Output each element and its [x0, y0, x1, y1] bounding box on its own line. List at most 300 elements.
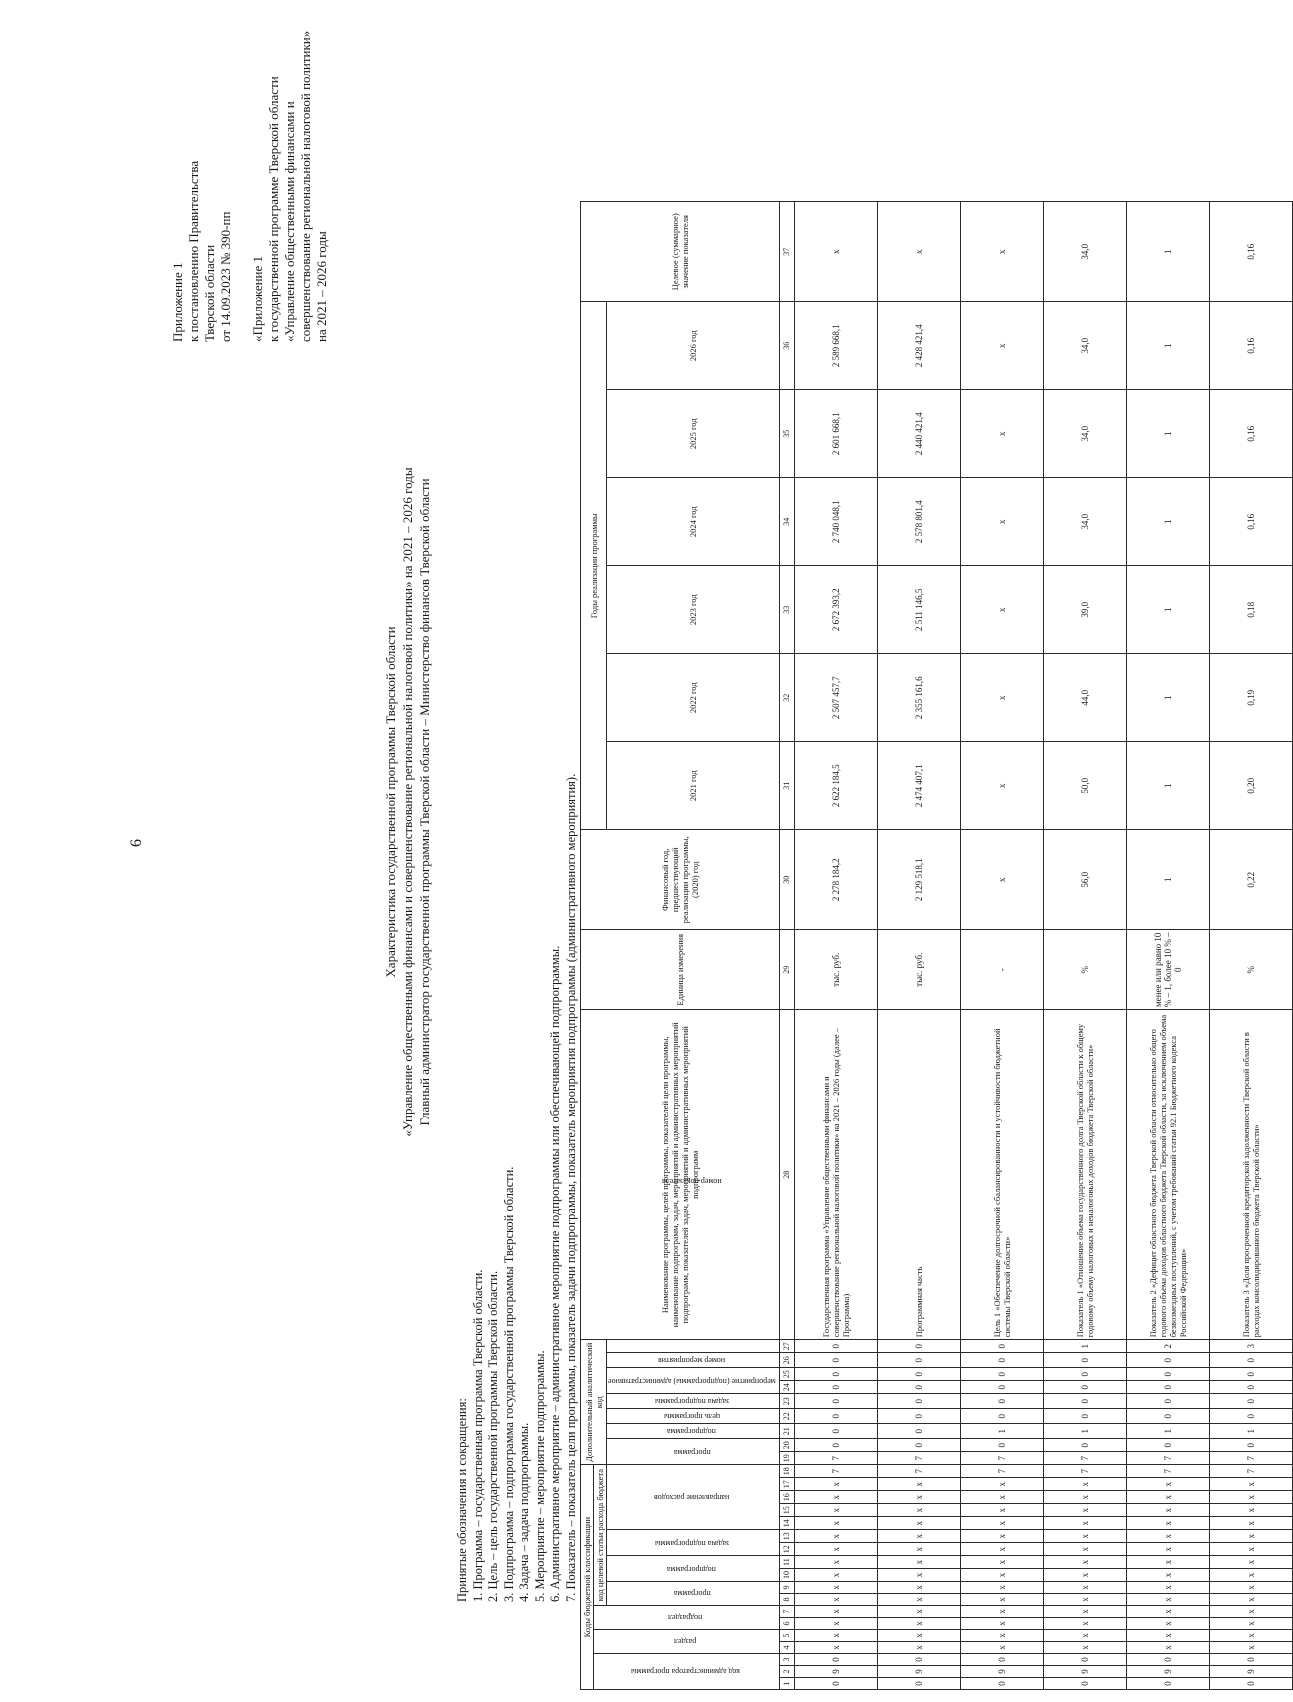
- column-number: 22: [779, 1409, 794, 1424]
- table-row: [1126, 202, 1209, 1690]
- row-year-value: 0,19: [1209, 654, 1292, 742]
- code-cell: 0: [794, 1439, 877, 1452]
- row-base-value: 2 129 518,1: [877, 830, 960, 930]
- row-year-value: 1: [1126, 302, 1209, 390]
- header-subsection: подраздел: [594, 1606, 780, 1630]
- code-cell: 0: [1043, 1368, 1126, 1381]
- row-year-value: 50,0: [1043, 742, 1126, 830]
- header-year-2023: 2023 год: [607, 566, 780, 654]
- header-target: Целевое (суммарное) значение показателя: [581, 202, 780, 302]
- row-year-value: 0,16: [1209, 390, 1292, 478]
- row-year-value: 2 740 048,1: [794, 478, 877, 566]
- code-cell: х: [877, 1543, 960, 1556]
- header-analytic-code: Дополнительный аналитический код: [581, 1340, 607, 1465]
- header-year-2021: 2021 год: [607, 742, 780, 830]
- title-line-3: Главный администратор государственной программы Тверской области – Министерство финансов Тверской области: [417, 478, 432, 1126]
- row-name: Цель 1 «Обеспечение долгосрочной сбалансированности и устойчивости бюджетной системы Тверской области»: [960, 1010, 1043, 1340]
- code-cell: х: [1126, 1630, 1209, 1642]
- appendix-line: от 14.09.2023 № 390-пп: [218, 211, 233, 342]
- code-cell: 0: [1209, 1394, 1292, 1409]
- code-cell: х: [1043, 1556, 1126, 1569]
- appendix-line: Приложение 1: [170, 262, 185, 342]
- header-an-task: задача подпрограммы: [607, 1394, 780, 1409]
- code-cell: 0: [877, 1381, 960, 1394]
- column-number: 25: [779, 1368, 794, 1381]
- code-cell: х: [877, 1517, 960, 1530]
- code-cell: 0: [1043, 1678, 1126, 1690]
- row-year-value: 2 474 407,1: [877, 742, 960, 830]
- code-cell: 1: [1043, 1424, 1126, 1439]
- title-line-1: Характеристика государственной программы Тверской области: [383, 626, 398, 978]
- header-an-program: программа: [607, 1439, 780, 1465]
- row-year-value: 39,0: [1043, 566, 1126, 654]
- legend-item: 7. Показатель – показатель цели программы, показатель задачи подпрограммы, показатель мероприятия подпрограммы (административного мероприятия).: [563, 773, 578, 1602]
- appendix-line: [234, 22, 250, 342]
- code-cell: х: [1126, 1618, 1209, 1630]
- code-cell: х: [794, 1543, 877, 1556]
- column-number: 29: [779, 930, 794, 1010]
- legend-item: 3. Подпрограмма – подпрограмма государственной программы Тверской области.: [501, 1166, 516, 1602]
- code-cell: 1: [1126, 1424, 1209, 1439]
- code-cell: 9: [1043, 1666, 1126, 1678]
- code-cell: 7: [877, 1465, 960, 1478]
- code-cell: х: [1209, 1556, 1292, 1569]
- code-cell: х: [1043, 1642, 1126, 1654]
- code-cell: х: [1043, 1618, 1126, 1630]
- code-cell: х: [1043, 1594, 1126, 1606]
- row-year-value: х: [960, 566, 1043, 654]
- code-cell: х: [1126, 1556, 1209, 1569]
- code-cell: х: [794, 1491, 877, 1504]
- code-cell: 0: [794, 1394, 877, 1409]
- code-cell: 0: [960, 1409, 1043, 1424]
- code-cell: х: [1209, 1594, 1292, 1606]
- header-subprogram: подпрограмма: [607, 1556, 780, 1582]
- column-number: 37: [779, 202, 794, 302]
- code-cell: 0: [1043, 1394, 1126, 1409]
- code-cell: 0: [877, 1340, 960, 1353]
- row-year-value: 44,0: [1043, 654, 1126, 742]
- column-number: 31: [779, 742, 794, 830]
- code-cell: х: [960, 1491, 1043, 1504]
- code-cell: х: [1043, 1569, 1126, 1582]
- code-cell: х: [1043, 1606, 1126, 1618]
- program-characteristics-table: [580, 201, 1293, 1690]
- appendix-block: [170, 22, 330, 342]
- column-number: 15: [779, 1504, 794, 1517]
- code-cell: 9: [1126, 1666, 1209, 1678]
- column-number: 16: [779, 1491, 794, 1504]
- row-year-value: 2 578 801,4: [877, 478, 960, 566]
- code-cell: х: [794, 1630, 877, 1642]
- code-cell: 1: [960, 1424, 1043, 1439]
- code-cell: х: [1126, 1594, 1209, 1606]
- row-unit: %: [1209, 930, 1292, 1010]
- code-cell: х: [877, 1630, 960, 1642]
- code-cell: х: [877, 1491, 960, 1504]
- code-cell: 3: [1209, 1340, 1292, 1353]
- header-an-measure: мероприятие (подпрограммы) административное: [607, 1368, 780, 1394]
- code-cell: х: [960, 1582, 1043, 1594]
- column-number: 32: [779, 654, 794, 742]
- header-year-2025: 2025 год: [607, 390, 780, 478]
- code-cell: 0: [1209, 1409, 1292, 1424]
- code-cell: 0: [877, 1394, 960, 1409]
- code-cell: х: [960, 1594, 1043, 1606]
- row-year-value: 0,16: [1209, 478, 1292, 566]
- code-cell: х: [1126, 1606, 1209, 1618]
- column-number: 4: [779, 1642, 794, 1654]
- appendix-line: Тверской области: [202, 244, 217, 342]
- code-cell: 0: [1209, 1654, 1292, 1666]
- row-year-value: 0,18: [1209, 566, 1292, 654]
- row-year-value: 34,0: [1043, 302, 1126, 390]
- code-cell: 9: [1209, 1666, 1292, 1678]
- header-an-measure-no: номер мероприятия: [607, 1353, 780, 1368]
- code-cell: х: [794, 1606, 877, 1618]
- code-cell: х: [1043, 1504, 1126, 1517]
- code-cell: х: [1209, 1491, 1292, 1504]
- code-cell: х: [960, 1642, 1043, 1654]
- code-cell: 0: [1126, 1654, 1209, 1666]
- code-cell: х: [1043, 1530, 1126, 1543]
- column-number: 5: [779, 1630, 794, 1642]
- column-number: 33: [779, 566, 794, 654]
- code-cell: х: [960, 1630, 1043, 1642]
- row-year-value: х: [960, 390, 1043, 478]
- row-year-value: х: [960, 654, 1043, 742]
- column-number: 17: [779, 1478, 794, 1491]
- code-cell: х: [794, 1504, 877, 1517]
- row-year-value: 2 511 146,5: [877, 566, 960, 654]
- code-cell: х: [1209, 1478, 1292, 1491]
- code-cell: х: [960, 1556, 1043, 1569]
- row-year-value: х: [960, 742, 1043, 830]
- row-year-value: 2 507 457,7: [794, 654, 877, 742]
- code-cell: 0: [877, 1424, 960, 1439]
- code-cell: 2: [1126, 1340, 1209, 1353]
- row-base-value: х: [960, 830, 1043, 930]
- column-number: 14: [779, 1517, 794, 1530]
- table-row: [960, 202, 1043, 1690]
- code-cell: 0: [794, 1340, 877, 1353]
- code-cell: 0: [877, 1654, 960, 1666]
- title-line-2: «Управление общественными финансами и совершенствование региональной налоговой политики» на 2021 – 2026 годы: [400, 467, 415, 1137]
- code-cell: х: [960, 1606, 1043, 1618]
- code-cell: х: [1043, 1517, 1126, 1530]
- code-cell: 0: [960, 1340, 1043, 1353]
- row-target-value: х: [877, 202, 960, 302]
- code-cell: х: [1209, 1543, 1292, 1556]
- code-cell: 0: [960, 1654, 1043, 1666]
- column-number: 3: [779, 1654, 794, 1666]
- code-cell: 0: [1126, 1381, 1209, 1394]
- code-cell: 0: [1126, 1353, 1209, 1368]
- code-cell: 7: [794, 1465, 877, 1478]
- code-cell: х: [960, 1478, 1043, 1491]
- header-section: раздел: [594, 1630, 780, 1654]
- column-number: 9: [779, 1582, 794, 1594]
- row-year-value: 0,16: [1209, 302, 1292, 390]
- row-unit: менее или равно 10 % – 1, более 10 % – 0: [1126, 930, 1209, 1010]
- code-cell: х: [960, 1618, 1043, 1630]
- code-cell: х: [1126, 1642, 1209, 1654]
- code-cell: 0: [1043, 1439, 1126, 1452]
- column-number: 28: [779, 1010, 794, 1340]
- row-year-value: 0,20: [1209, 742, 1292, 830]
- row-year-value: 1: [1126, 566, 1209, 654]
- row-year-value: 1: [1126, 478, 1209, 566]
- column-number: 27: [779, 1340, 794, 1353]
- header-year-2024: 2024 год: [607, 478, 780, 566]
- header-direction: направление расходов: [607, 1465, 780, 1530]
- code-cell: 0: [1126, 1409, 1209, 1424]
- code-cell: х: [1126, 1530, 1209, 1543]
- code-cell: х: [877, 1642, 960, 1654]
- column-number: 13: [779, 1530, 794, 1543]
- column-number: 11: [779, 1556, 794, 1569]
- row-year-value: 2 428 421,4: [877, 302, 960, 390]
- legend-item: 4. Задача – задача подпрограммы.: [517, 1422, 531, 1602]
- row-unit: %: [1043, 930, 1126, 1010]
- row-name: Программная часть: [877, 1010, 960, 1340]
- code-cell: х: [794, 1478, 877, 1491]
- code-cell: 0: [794, 1353, 877, 1368]
- code-cell: 7: [1209, 1465, 1292, 1478]
- column-number: 35: [779, 390, 794, 478]
- code-cell: 0: [794, 1424, 877, 1439]
- row-unit: тыс. руб.: [794, 930, 877, 1010]
- code-cell: 7: [1126, 1465, 1209, 1478]
- code-cell: х: [1043, 1543, 1126, 1556]
- header-target-article: код целевой статьи расхода бюджета: [594, 1465, 607, 1606]
- code-cell: 0: [877, 1678, 960, 1690]
- code-cell: х: [877, 1504, 960, 1517]
- column-number: 12: [779, 1543, 794, 1556]
- code-cell: х: [1126, 1517, 1209, 1530]
- row-year-value: 2 601 668,1: [794, 390, 877, 478]
- code-cell: х: [877, 1569, 960, 1582]
- code-cell: х: [1126, 1543, 1209, 1556]
- code-cell: х: [1209, 1582, 1292, 1594]
- code-cell: 0: [1126, 1678, 1209, 1690]
- table-row: [1043, 202, 1126, 1690]
- column-number: 10: [779, 1569, 794, 1582]
- header-subprogram-tasks: задача подпрограммы: [607, 1530, 780, 1556]
- code-cell: 0: [1126, 1439, 1209, 1452]
- row-year-value: 2 672 393,2: [794, 566, 877, 654]
- column-number: 20: [779, 1439, 794, 1452]
- code-cell: 0: [794, 1678, 877, 1690]
- code-cell: х: [794, 1569, 877, 1582]
- code-cell: 1: [1043, 1340, 1126, 1353]
- code-cell: 9: [877, 1666, 960, 1678]
- column-number: 30: [779, 830, 794, 930]
- row-year-value: 1: [1126, 390, 1209, 478]
- code-cell: 0: [1209, 1353, 1292, 1368]
- row-base-value: 1: [1126, 830, 1209, 930]
- row-name: Государственная программа «Управление общественными финансами и совершенствование региональной налоговой политики» на 2021 – 2026 годы (далее – Программа): [794, 1010, 877, 1340]
- code-cell: х: [1043, 1491, 1126, 1504]
- code-cell: 0: [1043, 1409, 1126, 1424]
- legend-heading: Принятые обозначения и сокращения:: [455, 1398, 469, 1602]
- row-unit: -: [960, 930, 1043, 1010]
- row-base-value: 56,0: [1043, 830, 1126, 930]
- appendix-line: «Управление общественными финансами и: [282, 101, 297, 342]
- row-base-value: 2 278 184,2: [794, 830, 877, 930]
- code-cell: х: [794, 1582, 877, 1594]
- code-cell: х: [1209, 1642, 1292, 1654]
- code-cell: х: [877, 1618, 960, 1630]
- row-year-value: 1: [1126, 654, 1209, 742]
- document-title: [382, 422, 433, 1182]
- page-number: 6: [128, 839, 145, 847]
- table-row: [1209, 202, 1292, 1690]
- appendix-line: к государственной программе Тверской области: [266, 76, 281, 342]
- code-cell: 0: [1043, 1381, 1126, 1394]
- code-cell: 0: [794, 1654, 877, 1666]
- code-cell: х: [877, 1530, 960, 1543]
- column-number: 7: [779, 1606, 794, 1618]
- code-cell: х: [877, 1478, 960, 1491]
- code-cell: х: [1209, 1569, 1292, 1582]
- code-cell: х: [794, 1556, 877, 1569]
- code-cell: х: [960, 1569, 1043, 1582]
- code-cell: 0: [877, 1439, 960, 1452]
- code-cell: х: [794, 1642, 877, 1654]
- code-cell: 0: [1126, 1368, 1209, 1381]
- code-cell: х: [877, 1556, 960, 1569]
- column-number: 2: [779, 1666, 794, 1678]
- code-cell: 7: [794, 1452, 877, 1465]
- legend-item: 6. Административное мероприятие – административное мероприятие подпрограммы или обеспечивающей подпрограммы.: [548, 945, 562, 1602]
- table-body: [794, 202, 1292, 1690]
- code-cell: х: [960, 1517, 1043, 1530]
- appendix-line: совершенствование региональной налоговой политики»: [298, 30, 313, 342]
- header-base-year: Финансовый год, предшествующий реализации программы, (2020) год: [581, 830, 780, 930]
- legend-item: 2. Цель – цель государственной программы Тверской области.: [486, 1270, 500, 1602]
- code-cell: 0: [960, 1678, 1043, 1690]
- code-cell: 9: [794, 1666, 877, 1678]
- code-cell: 0: [1209, 1381, 1292, 1394]
- row-name: Показатель 3 «Доля просроченной кредиторской задолженности Тверской области в расходах консолидированного бюджета Тверской области»: [1209, 1010, 1292, 1340]
- column-number: 26: [779, 1353, 794, 1368]
- code-cell: х: [794, 1517, 877, 1530]
- code-cell: х: [877, 1582, 960, 1594]
- header-year-2026: 2026 год: [607, 302, 780, 390]
- code-cell: х: [1209, 1618, 1292, 1630]
- row-year-value: 2 589 668,1: [794, 302, 877, 390]
- code-cell: 0: [1043, 1353, 1126, 1368]
- header-year-2022: 2022 год: [607, 654, 780, 742]
- row-target-value: х: [960, 202, 1043, 302]
- row-year-value: 2 440 421,4: [877, 390, 960, 478]
- code-cell: 0: [794, 1381, 877, 1394]
- code-cell: х: [1209, 1530, 1292, 1543]
- code-cell: 0: [1209, 1368, 1292, 1381]
- code-cell: 0: [877, 1353, 960, 1368]
- code-cell: 0: [877, 1368, 960, 1381]
- code-cell: 7: [960, 1465, 1043, 1478]
- row-target-value: 34,0: [1043, 202, 1126, 302]
- code-cell: х: [877, 1606, 960, 1618]
- code-cell: 0: [1209, 1439, 1292, 1452]
- code-cell: х: [960, 1530, 1043, 1543]
- header-admin-code: код администратора программы: [594, 1654, 780, 1690]
- header-program: программа: [607, 1582, 780, 1606]
- code-cell: 9: [960, 1666, 1043, 1678]
- column-number: 24: [779, 1381, 794, 1394]
- row-target-value: 0,16: [1209, 202, 1292, 302]
- column-number: 18: [779, 1465, 794, 1478]
- code-cell: 0: [1209, 1678, 1292, 1690]
- row-year-value: 34,0: [1043, 478, 1126, 566]
- row-unit: тыс. руб.: [877, 930, 960, 1010]
- column-number: 36: [779, 302, 794, 390]
- header-name: Наименование программы, целей программы, показателей цели программы, наименование подпрограмм, задач, мероприятий и административных мероприятий подпрограмм, показателей задач, мероприятий и административных мероприятий подпрограмм: [581, 1010, 780, 1340]
- column-number: 8: [779, 1594, 794, 1606]
- header-budget-codes: Коды бюджетной классификации: [581, 1465, 594, 1690]
- header-unit: Единица измерения: [581, 930, 780, 1010]
- code-cell: х: [1126, 1582, 1209, 1594]
- row-year-value: 34,0: [1043, 390, 1126, 478]
- code-cell: х: [1126, 1504, 1209, 1517]
- code-cell: 7: [877, 1452, 960, 1465]
- code-cell: х: [1209, 1517, 1292, 1530]
- column-number: 19: [779, 1452, 794, 1465]
- code-cell: х: [1209, 1504, 1292, 1517]
- appendix-line: «Приложение 1: [250, 255, 265, 342]
- row-name: Показатель 2 «Дефицит областного бюджета Тверской области относительно общего годового объема доходов областного бюджета Тверской области, за исключением объема безвозмездных поступлений, с учетом требований статьи 92.1 Бюджетного кодекса Российской Федерации»: [1126, 1010, 1209, 1340]
- code-cell: 0: [960, 1439, 1043, 1452]
- column-number: 6: [779, 1618, 794, 1630]
- code-cell: 7: [1126, 1452, 1209, 1465]
- code-cell: 7: [1043, 1465, 1126, 1478]
- code-cell: х: [794, 1530, 877, 1543]
- header-an-goal: цель программы: [607, 1409, 780, 1424]
- row-year-value: 2 622 184,5: [794, 742, 877, 830]
- header-an-indicator: номер показателя: [607, 1010, 780, 1353]
- legend-item: 1. Программа – государственная программа Тверской области.: [470, 1269, 485, 1602]
- code-cell: 0: [960, 1353, 1043, 1368]
- row-target-value: х: [794, 202, 877, 302]
- appendix-line: к постановлению Правительства: [186, 160, 201, 342]
- row-name: Показатель 1 «Отношение объема государственного долга Тверской области к общему годовому объему налоговых и неналоговых доходов бюджета Тверской области»: [1043, 1010, 1126, 1340]
- code-cell: х: [1209, 1630, 1292, 1642]
- column-number: 23: [779, 1394, 794, 1409]
- code-cell: 0: [794, 1368, 877, 1381]
- code-cell: х: [1043, 1478, 1126, 1491]
- code-cell: 0: [960, 1394, 1043, 1409]
- row-target-value: 1: [1126, 202, 1209, 302]
- code-cell: 7: [1043, 1452, 1126, 1465]
- table-row: [794, 202, 877, 1690]
- code-cell: 7: [1209, 1452, 1292, 1465]
- header-years-group: Годы реализации программы: [581, 302, 607, 830]
- table-row: [877, 202, 960, 1690]
- code-cell: 0: [877, 1409, 960, 1424]
- legend-item: 5. Мероприятие – мероприятие подпрограммы.: [532, 1350, 547, 1602]
- header-an-subprogram: подпрограмма: [607, 1424, 780, 1439]
- appendix-line: на 2021 – 2026 годы: [314, 231, 329, 342]
- code-cell: 0: [960, 1381, 1043, 1394]
- code-cell: х: [1126, 1478, 1209, 1491]
- row-year-value: 1: [1126, 742, 1209, 830]
- code-cell: х: [794, 1594, 877, 1606]
- row-year-value: х: [960, 478, 1043, 566]
- code-cell: х: [794, 1618, 877, 1630]
- code-cell: х: [1209, 1606, 1292, 1618]
